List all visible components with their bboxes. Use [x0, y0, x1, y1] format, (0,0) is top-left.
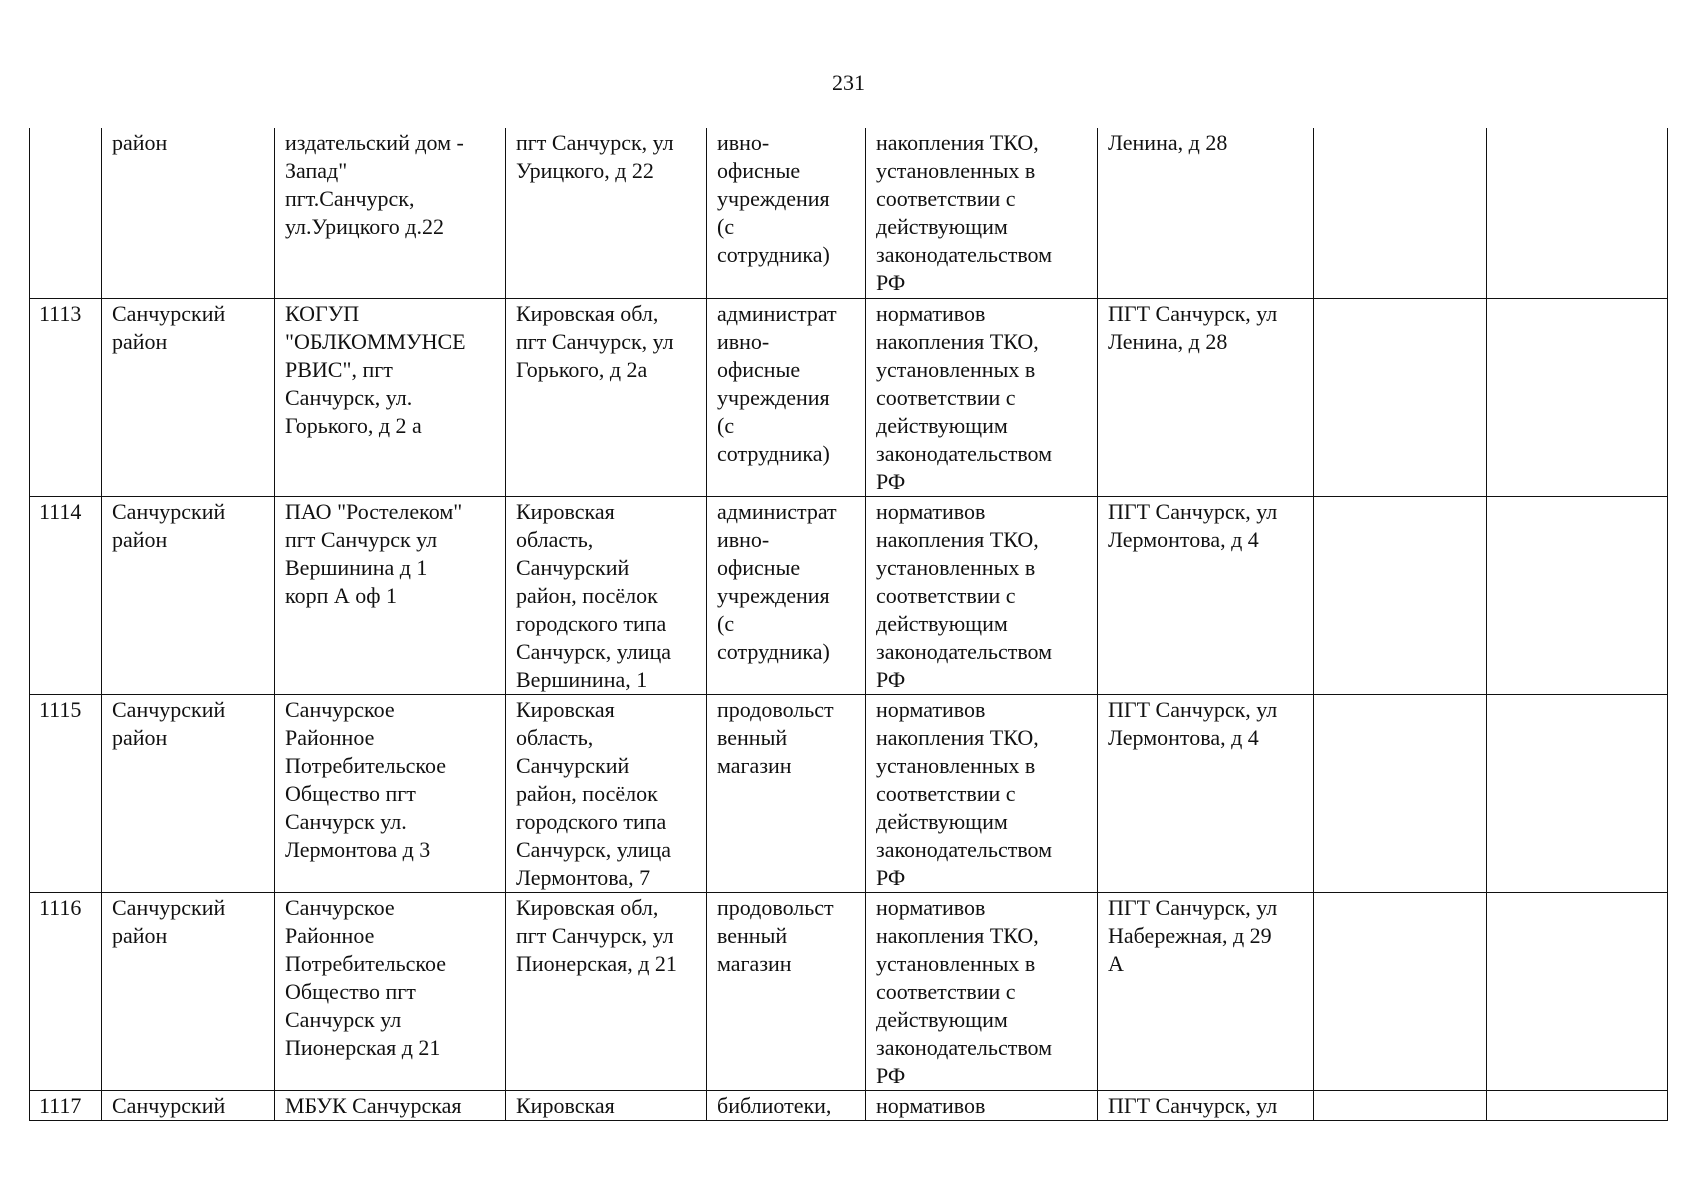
empty-cell [1487, 497, 1668, 695]
organization-cell: ПАО "Ростелеком" пгт Санчурск ул Вершинина д 1 корп А оф 1 [275, 497, 506, 695]
norm-cell: нормативов накопления ТКО, установленных в соответствии с действующим законодательством РФ [866, 299, 1098, 497]
empty-cell [1487, 299, 1668, 497]
organization-cell: издательский дом - Запад" пгт.Санчурск, ул.Урицкого д.22 [275, 128, 506, 299]
organization-cell: Санчурское Районное Потребительское Общество пгт Санчурск ул. Лермонтова д 3 [275, 695, 506, 893]
norm-cell: накопления ТКО, установленных в соответствии с действующим законодательством РФ [866, 128, 1098, 299]
category-cell: продовольст венный магазин [707, 695, 866, 893]
address-cell: пгт Санчурск, ул Урицкого, д 22 [506, 128, 707, 299]
site-cell: ПГТ Санчурск, ул Лермонтова, д 4 [1098, 695, 1314, 893]
category-cell: администрат ивно- офисные учреждения (с сотрудника) [707, 299, 866, 497]
norm-cell: нормативов [866, 1091, 1098, 1121]
district-cell: Санчурский [102, 1091, 275, 1121]
site-cell: Ленина, д 28 [1098, 128, 1314, 299]
organization-cell: МБУК Санчурская [275, 1091, 506, 1121]
empty-cell [1314, 299, 1487, 497]
empty-cell [1314, 695, 1487, 893]
empty-cell [1487, 128, 1668, 299]
row-number-cell: 1116 [30, 893, 102, 1091]
address-cell: Кировская [506, 1091, 707, 1121]
site-cell: ПГТ Санчурск, ул Лермонтова, д 4 [1098, 497, 1314, 695]
row-number-cell: 1114 [30, 497, 102, 695]
organization-cell: КОГУП "ОБЛКОММУНСЕ РВИС", пгт Санчурск, ул. Горького, д 2 а [275, 299, 506, 497]
category-cell: библиотеки, [707, 1091, 866, 1121]
table-row [30, 1091, 1668, 1121]
table-row [30, 695, 1668, 893]
category-cell: продовольст венный магазин [707, 893, 866, 1091]
district-cell: Санчурский район [102, 695, 275, 893]
site-cell: ПГТ Санчурск, ул Ленина, д 28 [1098, 299, 1314, 497]
empty-cell [1487, 1091, 1668, 1121]
page-number: 231 [832, 70, 865, 95]
category-cell: ивно- офисные учреждения (с сотрудника) [707, 128, 866, 299]
empty-cell [1487, 893, 1668, 1091]
row-number-cell: 1113 [30, 299, 102, 497]
empty-cell [1314, 128, 1487, 299]
district-cell: район [102, 128, 275, 299]
category-cell: администрат ивно- офисные учреждения (с сотрудника) [707, 497, 866, 695]
site-cell: ПГТ Санчурск, ул Набережная, д 29 А [1098, 893, 1314, 1091]
organization-cell: Санчурское Районное Потребительское Общество пгт Санчурск ул Пионерская д 21 [275, 893, 506, 1091]
address-cell: Кировская обл, пгт Санчурск, ул Горького, д 2а [506, 299, 707, 497]
row-number-cell: 1117 [30, 1091, 102, 1121]
table-row [30, 128, 1668, 299]
address-cell: Кировская обл, пгт Санчурск, ул Пионерская, д 21 [506, 893, 707, 1091]
norm-cell: нормативов накопления ТКО, установленных в соответствии с действующим законодательством РФ [866, 497, 1098, 695]
district-cell: Санчурский район [102, 299, 275, 497]
norm-cell: нормативов накопления ТКО, установленных в соответствии с действующим законодательством РФ [866, 695, 1098, 893]
address-cell: Кировская область, Санчурский район, посёлок городского типа Санчурск, улица Вершинина, 1 [506, 497, 707, 695]
row-number-cell: 1115 [30, 695, 102, 893]
empty-cell [1314, 497, 1487, 695]
table-row [30, 893, 1668, 1091]
table-row [30, 299, 1668, 497]
empty-cell [1314, 893, 1487, 1091]
address-cell: Кировская область, Санчурский район, посёлок городского типа Санчурск, улица Лермонтова, 7 [506, 695, 707, 893]
empty-cell [1314, 1091, 1487, 1121]
empty-cell [1487, 695, 1668, 893]
row-number-cell [30, 128, 102, 299]
table-row [30, 497, 1668, 695]
district-cell: Санчурский район [102, 893, 275, 1091]
registry-table [29, 128, 1668, 1121]
district-cell: Санчурский район [102, 497, 275, 695]
site-cell: ПГТ Санчурск, ул [1098, 1091, 1314, 1121]
norm-cell: нормативов накопления ТКО, установленных в соответствии с действующим законодательством РФ [866, 893, 1098, 1091]
